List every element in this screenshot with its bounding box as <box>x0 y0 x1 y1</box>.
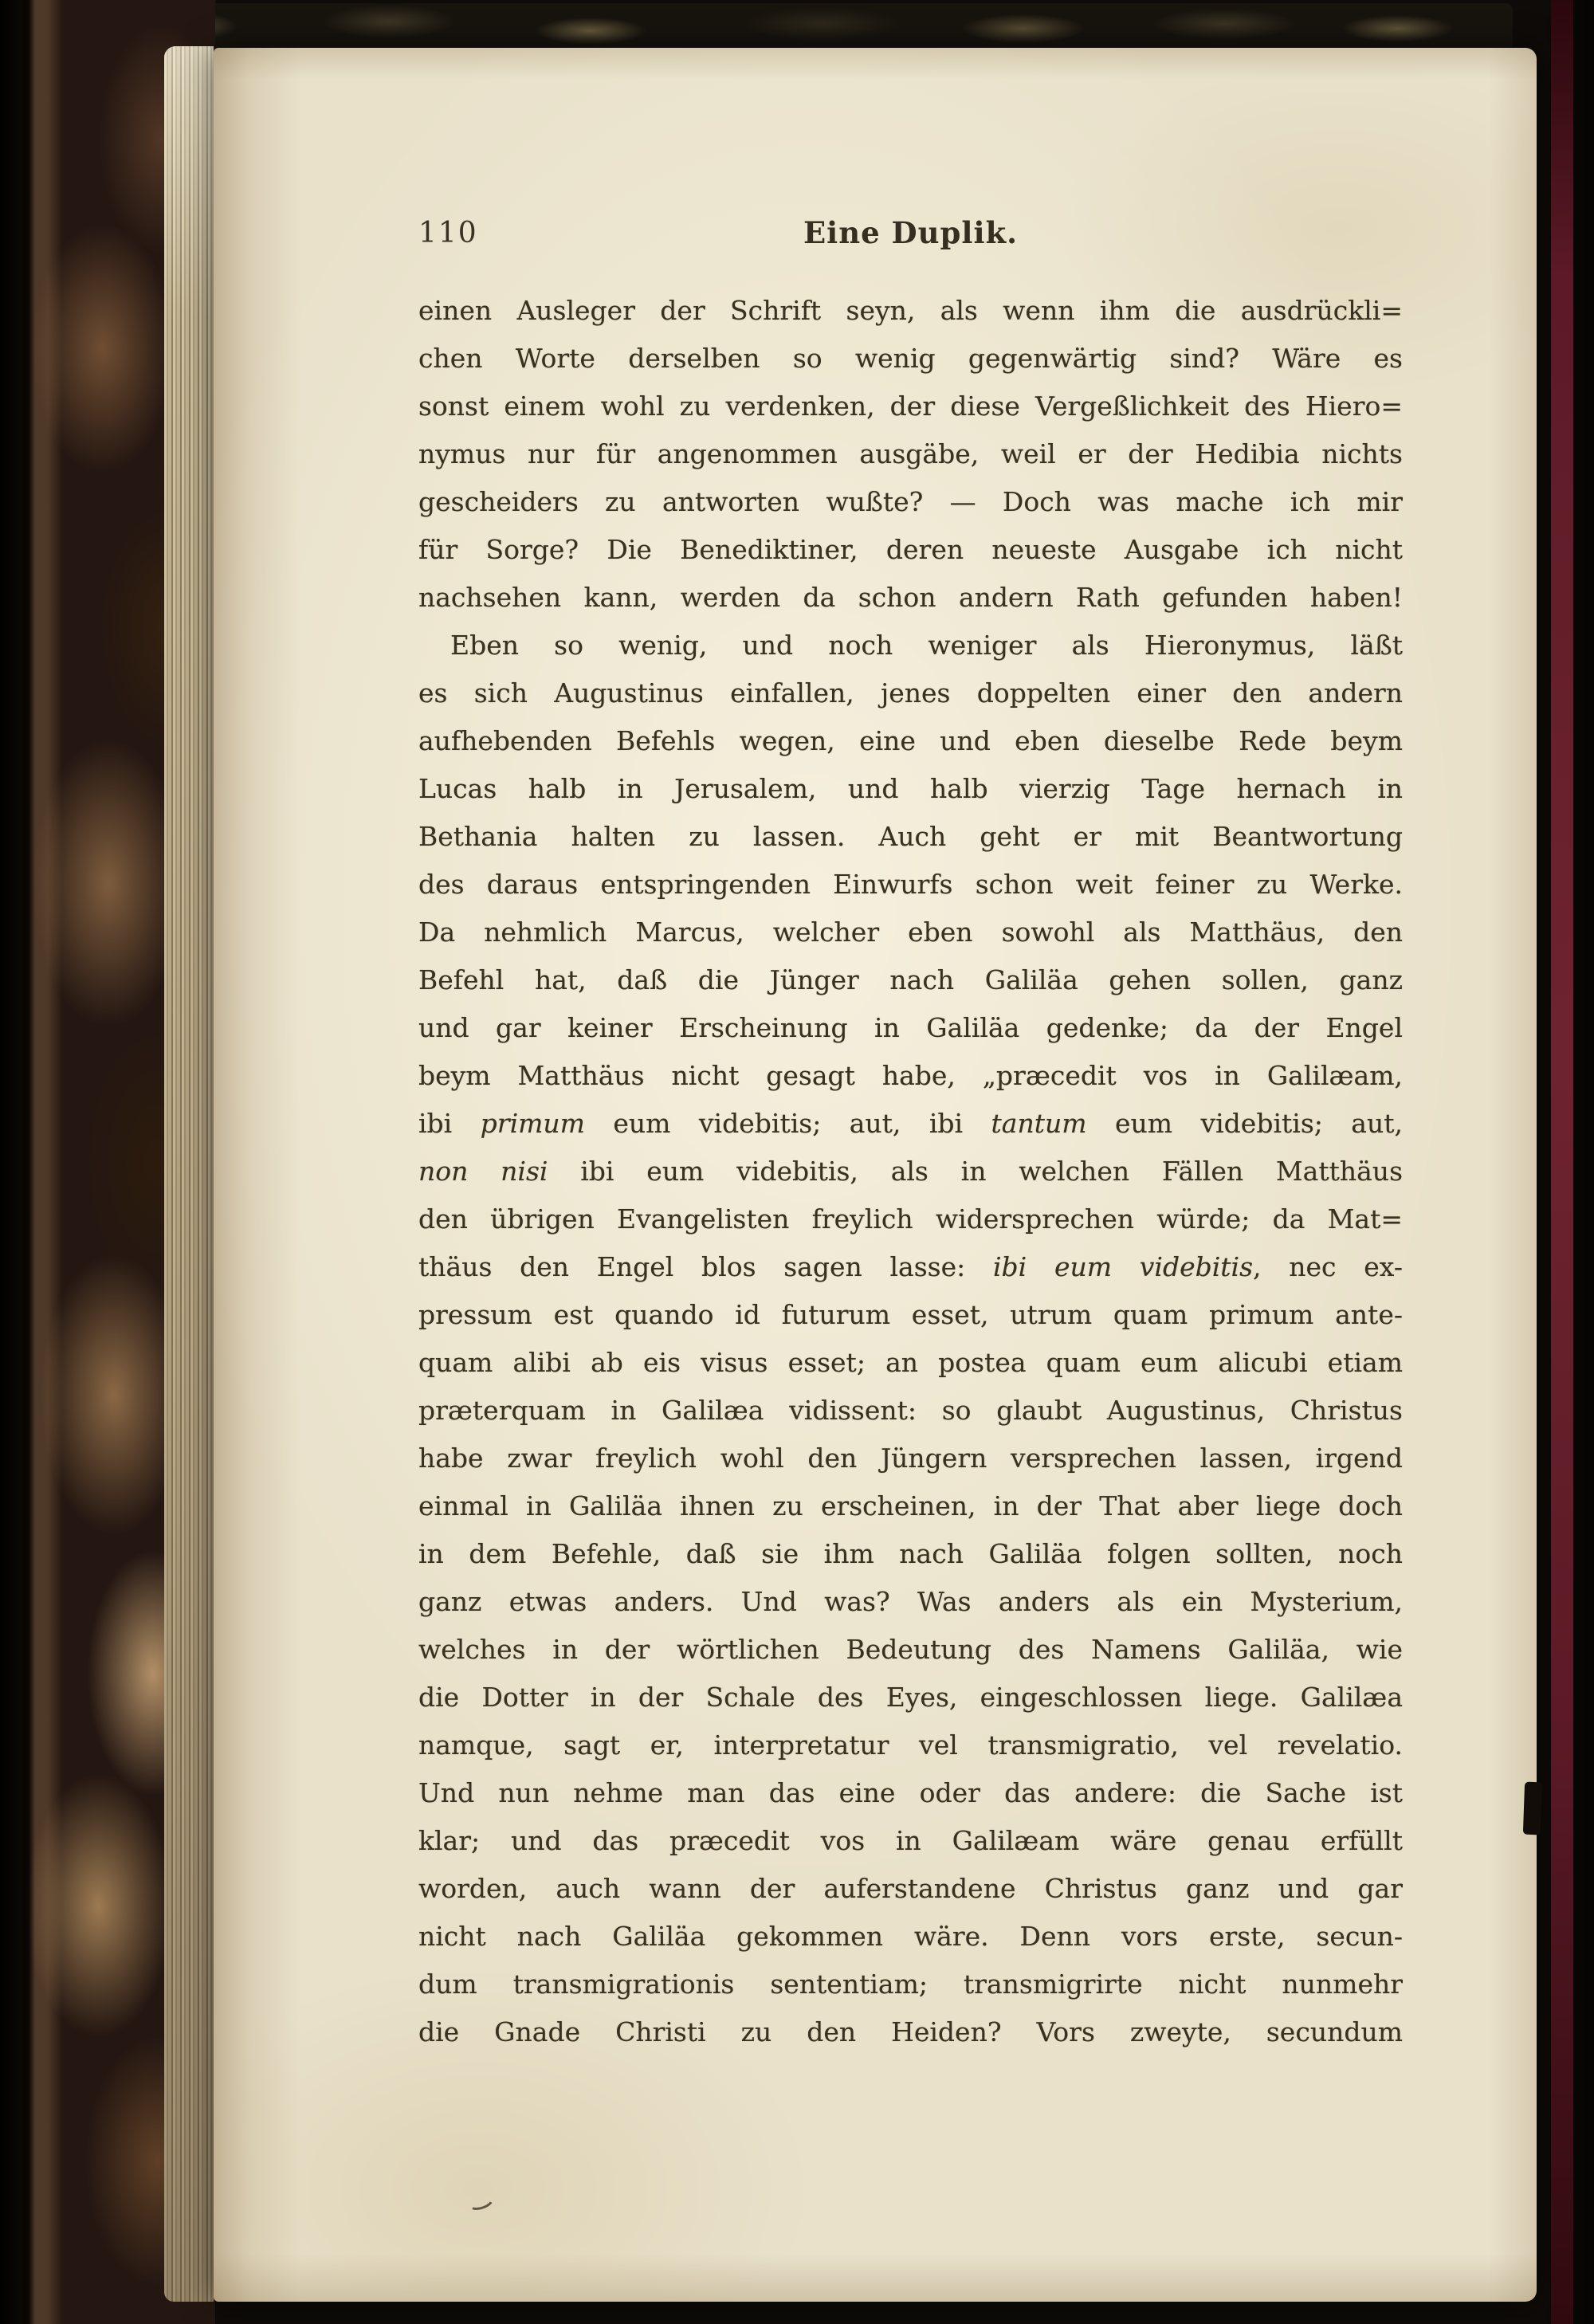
text-line: und gar keiner Erscheinung in Galiläa gedenke; da der Engel <box>418 1012 1403 1043</box>
text-line: sonst einem wohl zu verdenken, der diese Vergeßlichkeit des Hiero= <box>418 391 1403 422</box>
text-line: beym Matthäus nicht gesagt habe, „præcedit vos in Galilæam, <box>418 1060 1403 1091</box>
text-line: nicht nach Galiläa gekommen wäre. Denn vors erste, secun- <box>418 1921 1403 1952</box>
text-line: Bethania halten zu lassen. Auch geht er mit Beantwortung <box>418 821 1403 852</box>
text-line: dum transmigrationis sententiam; transmigrirte nicht nunmehr <box>418 1969 1403 2000</box>
text-line: habe zwar freylich wohl den Jüngern versprechen lassen, irgend <box>418 1443 1403 1474</box>
text-line: die Dotter in der Schale des Eyes, eingeschlossen liege. Galilæa <box>418 1682 1403 1713</box>
running-title: Eine Duplik. <box>803 215 1019 250</box>
text-line: non nisi ibi eum videbitis, als in welchen Fällen Matthäus <box>418 1156 1403 1187</box>
page-header <box>418 215 1403 257</box>
ink-smudge <box>465 2189 497 2213</box>
text-line: præterquam in Galilæa vidissent: so glaubt Augustinus, Christus <box>418 1395 1403 1426</box>
text-line: den übrigen Evangelisten freylich widersprechen würde; da Mat= <box>418 1203 1403 1235</box>
text-line: chen Worte derselben so wenig gegenwärtig sind? Wäre es <box>418 343 1403 374</box>
page-edges <box>164 46 214 2302</box>
text-line: einen Ausleger der Schrift seyn, als wenn ihm die ausdrückli= <box>418 295 1403 326</box>
text-line: Und nun nehme man das eine oder das andere: die Sache ist <box>418 1777 1403 1808</box>
text-line: die Gnade Christi zu den Heiden? Vors zweyte, secundum <box>418 2016 1403 2047</box>
text-line: Da nehmlich Marcus, welcher eben sowohl als Matthäus, den <box>418 917 1403 948</box>
text-line: thäus den Engel blos sagen lasse: ibi eum videbitis, nec ex- <box>418 1251 1403 1282</box>
book-cover-right-edge <box>1551 0 1573 2324</box>
text-line: nachsehen kann, werden da schon andern Rath gefunden haben! <box>418 582 1403 613</box>
text-line: Lucas halb in Jerusalem, und halb vierzig Tage hernach in <box>418 773 1403 804</box>
text-line: nymus nur für angenommen ausgäbe, weil er der Hedibia nichts <box>418 438 1403 469</box>
text-line: es sich Augustinus einfallen, jenes doppelten einer den andern <box>418 677 1403 709</box>
text-line: ibi primum eum videbitis; aut, ibi tantum eum videbitis; aut, <box>418 1108 1403 1139</box>
text-line: namque, sagt er, interpretatur vel transmigratio, vel revelatio. <box>418 1729 1403 1761</box>
text-line: quam alibi ab eis visus esset; an postea quam eum alicubi etiam <box>418 1347 1403 1378</box>
text-line: aufhebenden Befehls wegen, eine und eben dieselbe Rede beym <box>418 725 1403 756</box>
text-line: welches in der wörtlichen Bedeutung des Namens Galiläa, wie <box>418 1634 1403 1665</box>
text-line: in dem Befehle, daß sie ihm nach Galiläa folgen sollten, noch <box>418 1538 1403 1569</box>
text-line: Eben so wenig, und noch weniger als Hieronymus, läßt <box>450 630 1403 661</box>
text-line: worden, auch wann der auferstandene Christus ganz und gar <box>418 1873 1403 1904</box>
text-line: Befehl hat, daß die Jünger nach Galiläa gehen sollen, ganz <box>418 964 1403 995</box>
text-line: pressum est quando id futurum esset, utrum quam primum ante- <box>418 1299 1403 1330</box>
book-top-marbled-edge <box>72 3 1513 49</box>
text-line: für Sorge? Die Benediktiner, deren neueste Ausgabe ich nicht <box>418 534 1403 565</box>
text-line: klar; und das præcedit vos in Galilæam wäre genau erfüllt <box>418 1825 1403 1856</box>
text-line: des daraus entspringenden Einwurfs schon weit feiner zu Werke. <box>418 869 1403 900</box>
text-line: ganz etwas anders. Und was? Was anders als ein Mysterium, <box>418 1586 1403 1617</box>
text-line: gescheiders zu antworten wußte? — Doch was mache ich mir <box>418 486 1403 517</box>
fore-edge-mark <box>1523 1782 1542 1835</box>
body-text <box>418 287 1403 2056</box>
text-line: einmal in Galiläa ihnen zu erscheinen, in der That aber liege doch <box>418 1490 1403 1521</box>
page-number: 110 <box>418 217 478 249</box>
book-page <box>214 48 1537 2302</box>
